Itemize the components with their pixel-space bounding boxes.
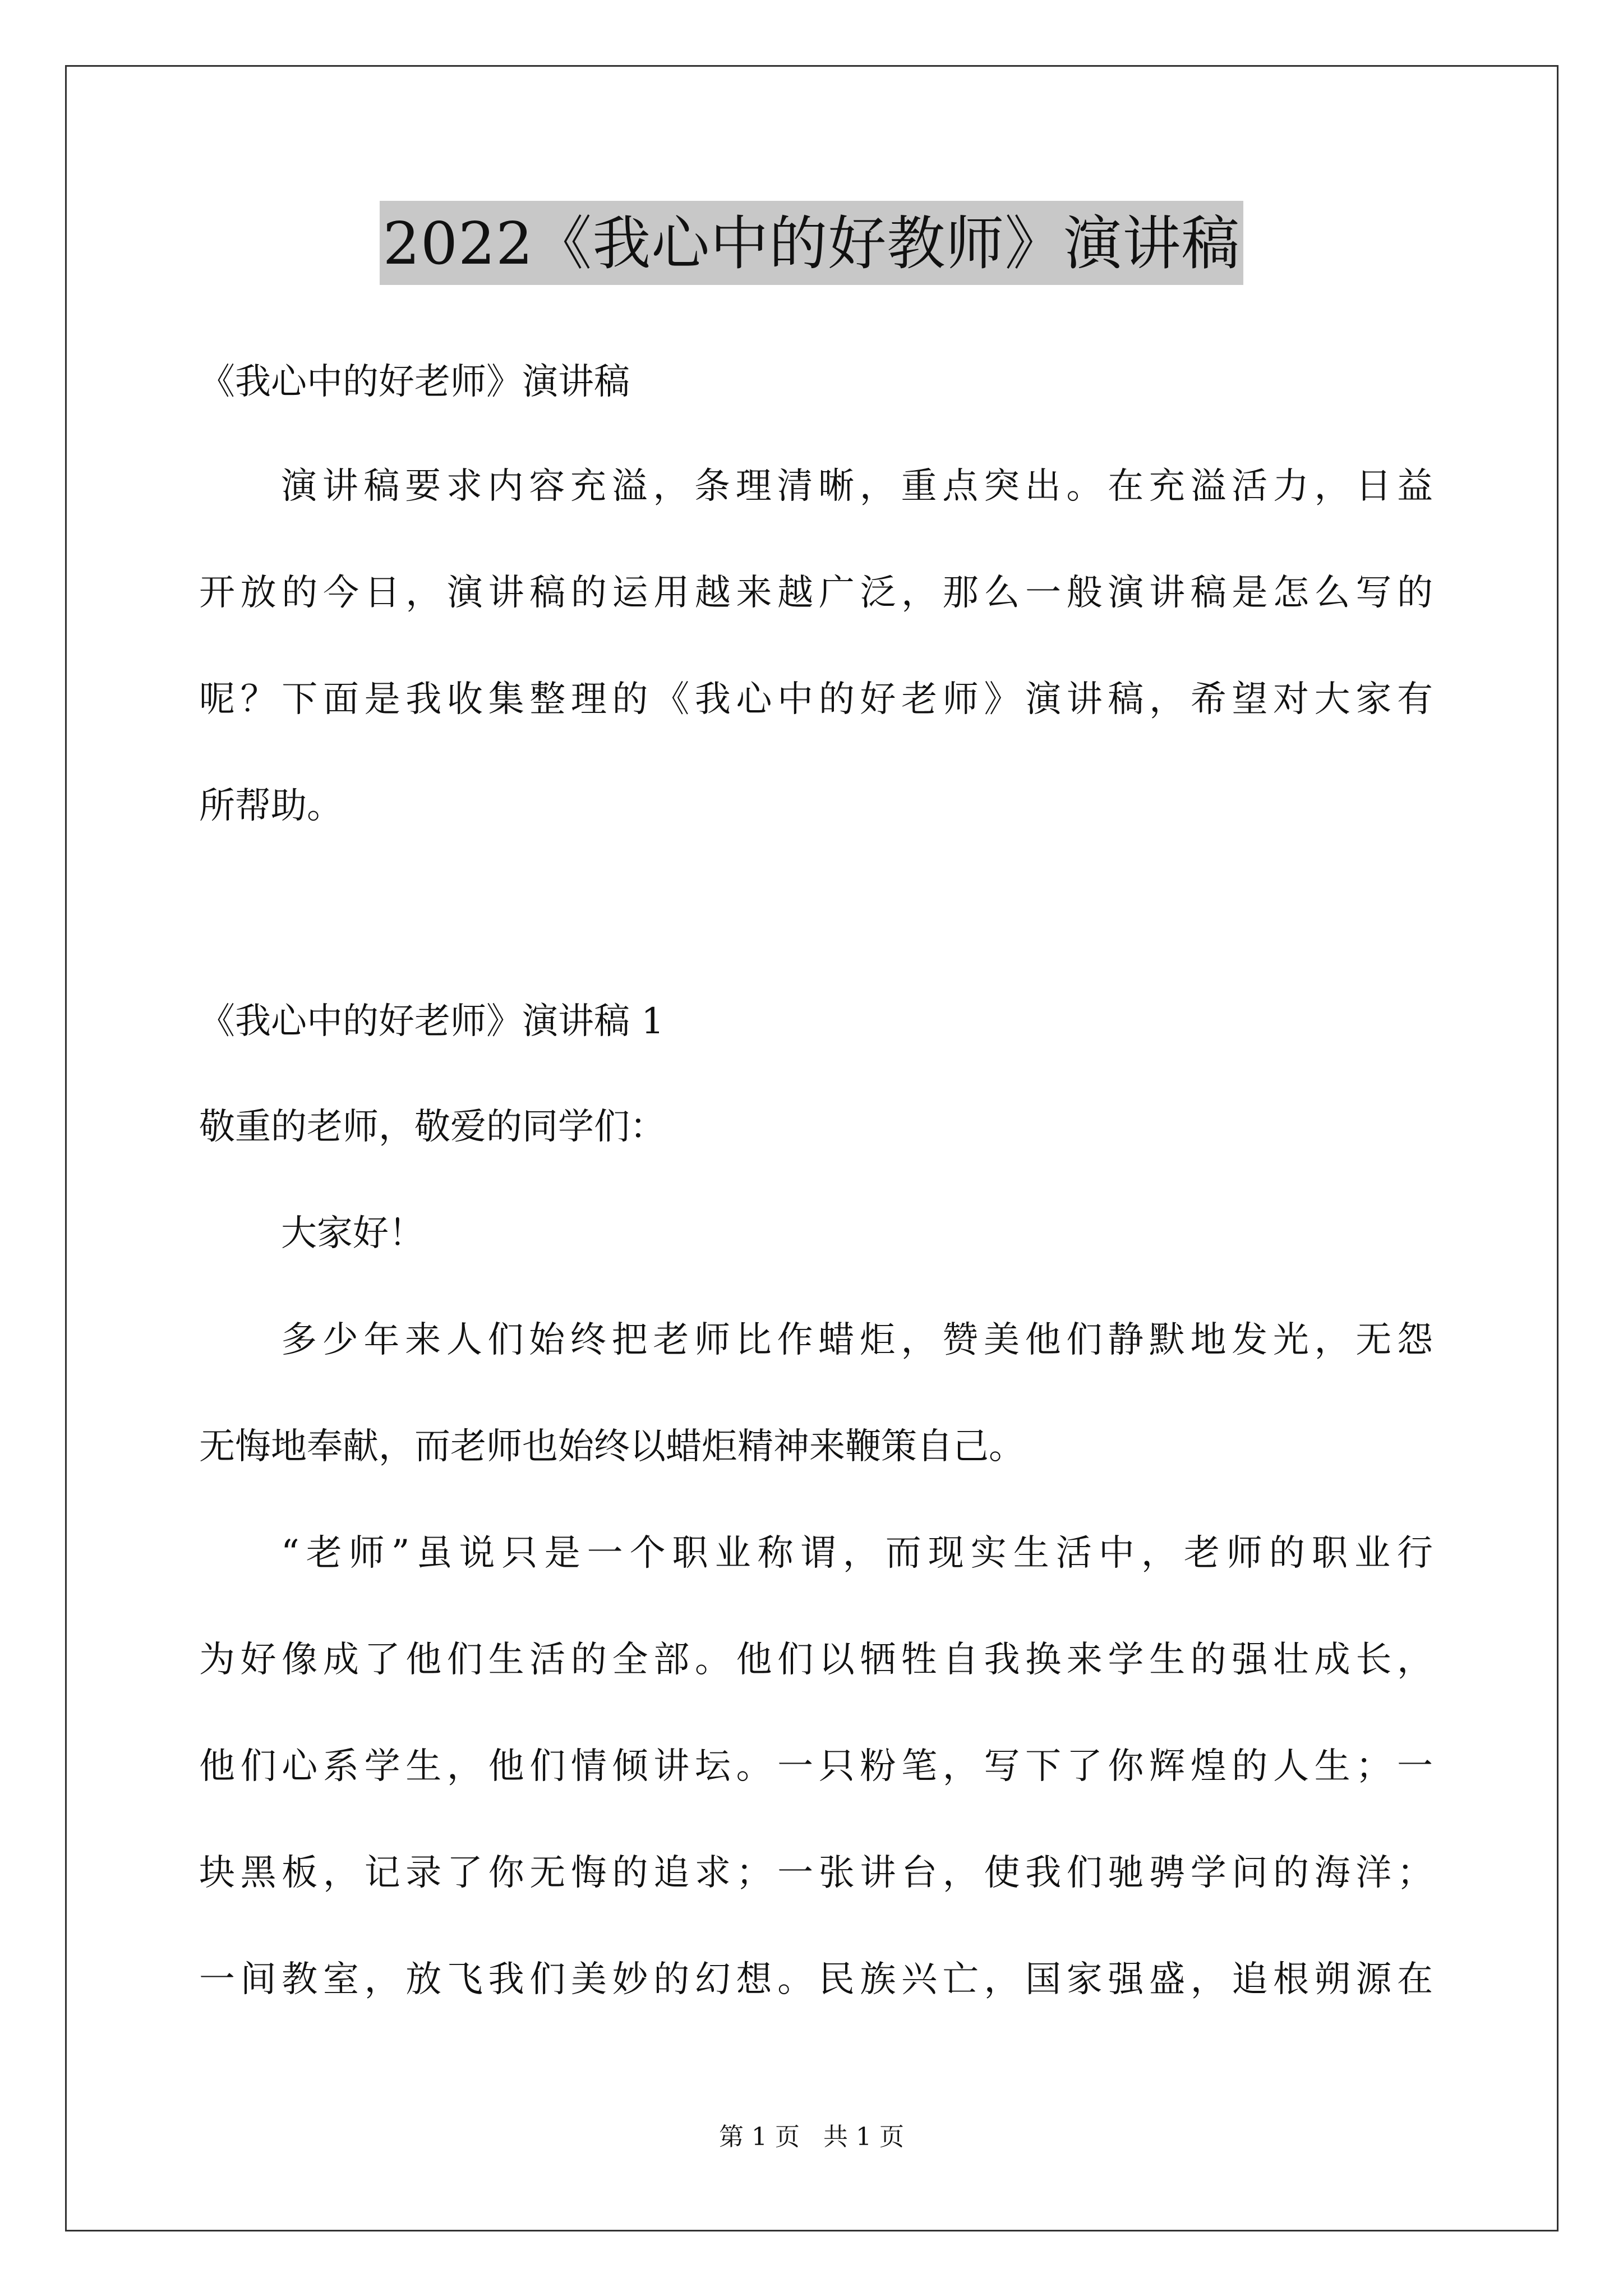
paragraph-line: 所帮助。	[199, 785, 343, 827]
section-heading: 《我心中的好老师》演讲稿 1	[199, 1001, 665, 1042]
section-heading: 《我心中的好老师》演讲稿	[199, 361, 630, 403]
page-footer: 第 1 页 共 1 页	[719, 2123, 904, 2151]
paragraph-line: 他们心系学生，他们情倾讲坛。一只粉笔，写下了你辉煌的人生；一	[199, 1746, 1433, 1787]
paragraph-line: 演讲稿要求内容充溢，条理清晰，重点突出。在充溢活力，日益	[281, 466, 1433, 507]
paragraph-line: 开放的今日，演讲稿的运用越来越广泛，那么一般演讲稿是怎么写的	[199, 572, 1433, 614]
greeting: 大家好！	[281, 1213, 425, 1254]
document-title: 2022《我心中的好教师》演讲稿	[380, 201, 1244, 285]
salutation: 敬重的老师，敬爱的同学们：	[199, 1106, 666, 1148]
paragraph-line: 为好像成了他们生活的全部。他们以牺牲自我换来学生的强壮成长，	[199, 1639, 1433, 1681]
paragraph-line: 多少年来人们始终把老师比作蜡炬，赞美他们静默地发光，无怨	[281, 1319, 1433, 1361]
paragraph-line: 块黑板，记录了你无悔的追求；一张讲台，使我们驰骋学问的海洋；	[199, 1852, 1433, 1894]
title-container	[0, 201, 1623, 285]
paragraph-line: 呢？下面是我收集整理的《我心中的好老师》演讲稿，希望对大家有	[199, 679, 1433, 720]
paragraph-line: 无悔地奉献，而老师也始终以蜡炬精神来鞭策自己。	[199, 1426, 1025, 1467]
paragraph-line: 一间教室，放飞我们美妙的幻想。民族兴亡，国家强盛，追根朔源在	[199, 1959, 1433, 2000]
paragraph-line: “老师”虽说只是一个职业称谓，而现实生活中，老师的职业行	[281, 1533, 1433, 1574]
